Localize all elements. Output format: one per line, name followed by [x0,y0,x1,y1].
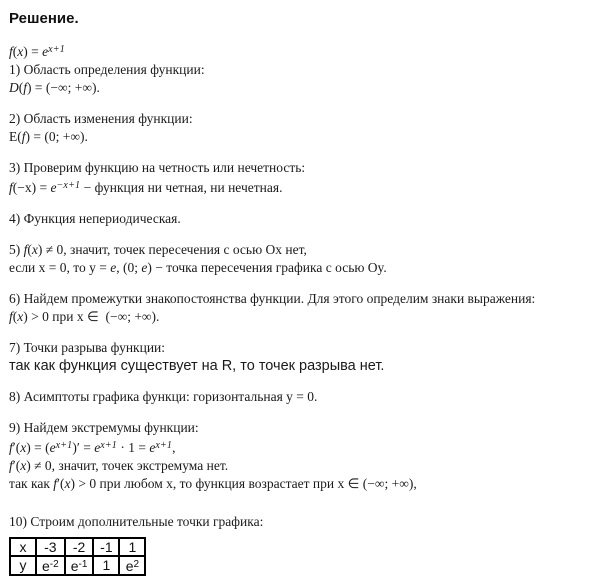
table-cell: x [10,538,36,556]
step10-title: 10) Строим дополнительные точки графика: [9,514,264,529]
step6-sign: f(x) > 0 при x ∈ (−∞; +∞). [9,309,160,324]
step1-domain: D(f) = (−∞; +∞). [9,80,100,95]
step8-asymptote: 8) Асимптоты графика функци: горизонтальная y = 0. [9,389,318,404]
function-formula: $f(x) = e^{x+1}$ [9,44,65,59]
table-row [10,538,145,556]
step2-range: E(f) = (0; +∞). [9,129,88,144]
table-cell: -1 [93,538,119,556]
table-cell: -2 [65,538,94,556]
step9-no-extrema: f′(x) ≠ 0, значит, точек экстремума нет. [9,458,229,473]
page-title: Решение. [9,10,79,27]
step2-title: 2) Область изменения функции: [9,111,193,126]
table-cell: 1 [119,538,145,556]
step3-title: 3) Проверим функцию на четность или нечетность: [9,160,306,175]
table-cell: 1 [93,556,119,575]
table-cell: $e^2$ [119,556,145,575]
step5-oy: если x = 0, то y = e, (0; e) − точка пересечения графика с осью Oy. [9,260,387,275]
step1-title: 1) Область определения функции: [9,62,205,77]
table-cell: y [10,556,36,575]
solution-body [9,41,592,576]
table-cell: $e^{-2}$ [36,556,65,575]
step5-ox: 5) f(x) ≠ 0, значит, точек пересечения с осью Ox нет, [9,242,307,257]
step7-continuity: так как функция существует на R, то точек разрыва нет. [9,358,385,374]
step4-aperiodic: 4) Функция непериодическая. [9,211,181,226]
table-cell: $e^{-1}$ [65,556,94,575]
step3-parity: $f(-x) = e^{-x+1}$ − функция ни четная, ни нечетная. [9,180,283,195]
step9-increasing: так как f′(x) > 0 при любом x, то функция возрастает при x ∈ (−∞; +∞), [9,476,417,491]
table-row [10,556,145,575]
step6-title: 6) Найдем промежутки знакопостоянства функции. Для этого определим знаки выражения: [9,291,536,306]
data-points-table [9,537,146,576]
step9-title: 9) Найдем экстремумы функции: [9,420,199,435]
step7-title: 7) Точки разрыва функции: [9,340,166,355]
table-cell: -3 [36,538,65,556]
step9-derivative: $f'(x) = (e^{x+1})' = e^{x+1} \cdot 1 = e^{x+1}$, [9,440,176,455]
